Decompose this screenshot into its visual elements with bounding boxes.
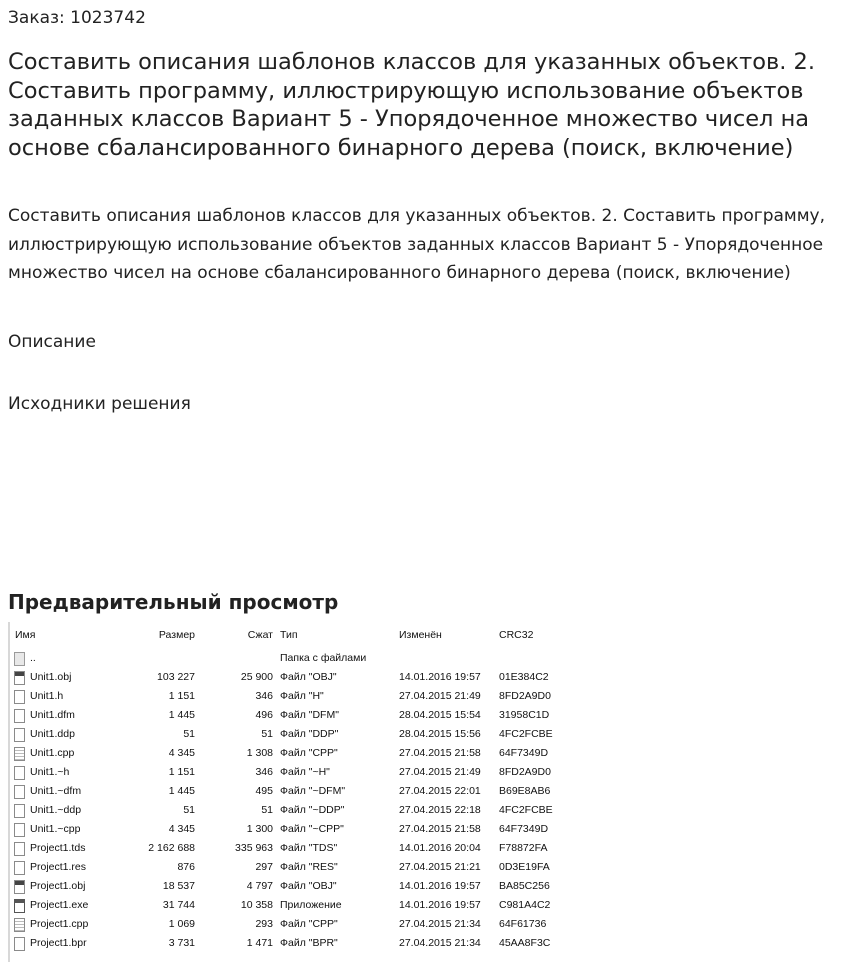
file-name: Unit1.obj [30, 671, 72, 683]
file-modified: 14.01.2016 19:57 [399, 880, 481, 892]
file-type: Файл "TDS" [280, 842, 338, 854]
file-packed-size: 335 963 [235, 842, 273, 854]
file-type: Файл "~H" [280, 766, 330, 778]
file-name: Project1.bpr [30, 937, 87, 949]
file-type: Файл "H" [280, 690, 324, 702]
obj-file-icon [14, 671, 25, 685]
file-size: 4 345 [168, 747, 195, 759]
file-row[interactable] [8, 801, 558, 820]
file-name: Unit1.cpp [30, 747, 75, 759]
file-icon [14, 823, 25, 837]
file-modified: 28.04.2015 15:56 [399, 728, 481, 740]
file-packed-size: 496 [255, 709, 273, 721]
file-row[interactable] [8, 744, 558, 763]
file-name: Unit1.dfm [30, 709, 75, 721]
file-size: 51 [183, 804, 195, 816]
file-crc32: F78872FA [499, 842, 548, 854]
file-name: Project1.res [30, 861, 87, 873]
file-size: 103 227 [157, 671, 195, 683]
file-modified: 14.01.2016 19:57 [399, 671, 481, 683]
file-modified: 27.04.2015 21:58 [399, 747, 481, 759]
sources-label: Исходники решения [8, 394, 191, 414]
file-size: 876 [177, 861, 195, 873]
file-packed-size: 495 [255, 785, 273, 797]
file-type: Файл "CPP" [280, 747, 338, 759]
column-packed[interactable]: Сжат [247, 629, 273, 641]
file-row[interactable] [8, 725, 558, 744]
file-icon [14, 690, 25, 704]
file-icon [14, 861, 25, 875]
file-type: Файл "~DFM" [280, 785, 346, 797]
file-packed-size: 51 [261, 804, 273, 816]
file-size: 1 445 [168, 709, 195, 721]
file-packed-size: 10 358 [240, 899, 273, 911]
file-packed-size: 346 [255, 766, 273, 778]
file-icon [14, 709, 25, 723]
file-type: Файл "~DDP" [280, 804, 345, 816]
file-modified: 27.04.2015 22:18 [399, 804, 481, 816]
file-type: Файл "BPR" [280, 937, 338, 949]
file-packed-size: 346 [255, 690, 273, 702]
file-row[interactable] [8, 782, 558, 801]
preview-heading: Предварительный просмотр [8, 590, 339, 614]
file-crc32: 0D3E19FA [499, 861, 550, 873]
file-modified: 27.04.2015 21:58 [399, 823, 481, 835]
file-name: Unit1.~dfm [30, 785, 82, 797]
file-row[interactable] [8, 649, 558, 668]
file-modified: 27.04.2015 21:34 [399, 918, 481, 930]
file-crc32: 64F7349D [499, 823, 549, 835]
file-row[interactable] [8, 668, 558, 687]
file-row[interactable] [8, 934, 558, 953]
file-size: 51 [183, 728, 195, 740]
file-crc32: 01E384C2 [499, 671, 549, 683]
file-crc32: 64F7349D [499, 747, 549, 759]
file-icon [14, 785, 25, 799]
file-type: Файл "OBJ" [280, 880, 337, 892]
folder-icon [14, 652, 25, 666]
file-row[interactable] [8, 896, 558, 915]
file-size: 18 537 [162, 880, 195, 892]
order-number: Заказ: 1023742 [8, 8, 146, 28]
file-packed-size: 1 308 [246, 747, 273, 759]
description-label: Описание [8, 332, 96, 352]
file-modified: 27.04.2015 21:49 [399, 766, 481, 778]
cpp-file-icon [14, 747, 25, 761]
file-icon [14, 842, 25, 856]
file-type: Папка с файлами [280, 652, 367, 664]
file-name: Unit1.ddp [30, 728, 75, 740]
file-size: 1 069 [168, 918, 195, 930]
file-packed-size: 4 797 [246, 880, 273, 892]
file-row[interactable] [8, 763, 558, 782]
file-name: .. [30, 652, 36, 664]
file-packed-size: 51 [261, 728, 273, 740]
file-size: 1 151 [168, 766, 195, 778]
file-type: Файл "DFM" [280, 709, 339, 721]
file-row[interactable] [8, 687, 558, 706]
file-list-header [8, 626, 558, 645]
file-type: Файл "~CPP" [280, 823, 344, 835]
archive-file-list [8, 622, 558, 962]
file-row[interactable] [8, 858, 558, 877]
file-icon [14, 937, 25, 951]
cpp-file-icon [14, 918, 25, 932]
file-modified: 14.01.2016 19:57 [399, 899, 481, 911]
file-crc32: 4FC2FCBE [499, 804, 553, 816]
file-packed-size: 293 [255, 918, 273, 930]
column-type[interactable]: Тип [280, 629, 298, 641]
file-name: Project1.exe [30, 899, 89, 911]
file-size: 1 151 [168, 690, 195, 702]
file-type: Файл "RES" [280, 861, 338, 873]
file-size: 3 731 [168, 937, 195, 949]
file-packed-size: 1 300 [246, 823, 273, 835]
file-type: Файл "DDP" [280, 728, 339, 740]
file-modified: 28.04.2015 15:54 [399, 709, 481, 721]
file-type: Файл "OBJ" [280, 671, 337, 683]
file-row[interactable] [8, 839, 558, 858]
file-row[interactable] [8, 820, 558, 839]
file-crc32: 45AA8F3C [499, 937, 551, 949]
file-icon [14, 728, 25, 742]
file-crc32: 8FD2A9D0 [499, 766, 551, 778]
file-crc32: 64F61736 [499, 918, 547, 930]
file-packed-size: 1 471 [246, 937, 273, 949]
file-crc32: B69E8AB6 [499, 785, 551, 797]
file-icon [14, 766, 25, 780]
file-modified: 27.04.2015 21:49 [399, 690, 481, 702]
file-crc32: 4FC2FCBE [499, 728, 553, 740]
file-row[interactable] [8, 706, 558, 725]
column-size[interactable]: Размер [158, 629, 195, 641]
file-size: 31 744 [162, 899, 195, 911]
file-row[interactable] [8, 915, 558, 934]
column-modified[interactable]: Изменён [399, 629, 442, 641]
file-type: Файл "CPP" [280, 918, 338, 930]
file-name: Project1.tds [30, 842, 86, 854]
file-row[interactable] [8, 877, 558, 896]
file-modified: 27.04.2015 21:21 [399, 861, 481, 873]
file-name: Unit1.~cpp [30, 823, 81, 835]
obj-file-icon [14, 880, 25, 894]
file-size: 4 345 [168, 823, 195, 835]
file-modified: 27.04.2015 21:34 [399, 937, 481, 949]
file-type: Приложение [280, 899, 342, 911]
file-packed-size: 297 [255, 861, 273, 873]
file-crc32: C981A4C2 [499, 899, 551, 911]
file-crc32: 8FD2A9D0 [499, 690, 551, 702]
file-name: Unit1.~ddp [30, 804, 82, 816]
page-title: Составить описания шаблонов классов для указанных объектов. 2. Составить программу, иллюстрирующую использование объектов заданных классов Вариант 5 - Упорядоченное множество чисел на основе сбалансированного бинарного дерева (поиск, включение) [8, 49, 815, 161]
file-packed-size: 25 900 [240, 671, 273, 683]
file-name: Project1.obj [30, 880, 86, 892]
file-size: 1 445 [168, 785, 195, 797]
file-size: 2 162 688 [148, 842, 195, 854]
column-name[interactable]: Имя [15, 629, 36, 641]
file-modified: 14.01.2016 20:04 [399, 842, 481, 854]
task-description: Составить описания шаблонов классов для указанных объектов. 2. Составить программу, иллюстрирующую использование объектов заданных классов Вариант 5 - Упорядоченное множество чисел на основе сбалансированного бинарного дерева (поиск, включение) [8, 206, 826, 283]
file-crc32: 31958C1D [499, 709, 550, 721]
file-crc32: BA85C256 [499, 880, 550, 892]
exe-file-icon [14, 899, 25, 913]
file-name: Unit1.~h [30, 766, 70, 778]
file-modified: 27.04.2015 22:01 [399, 785, 481, 797]
file-name: Project1.cpp [30, 918, 89, 930]
file-name: Unit1.h [30, 690, 64, 702]
column-crc32[interactable]: CRC32 [499, 629, 534, 641]
file-icon [14, 804, 25, 818]
